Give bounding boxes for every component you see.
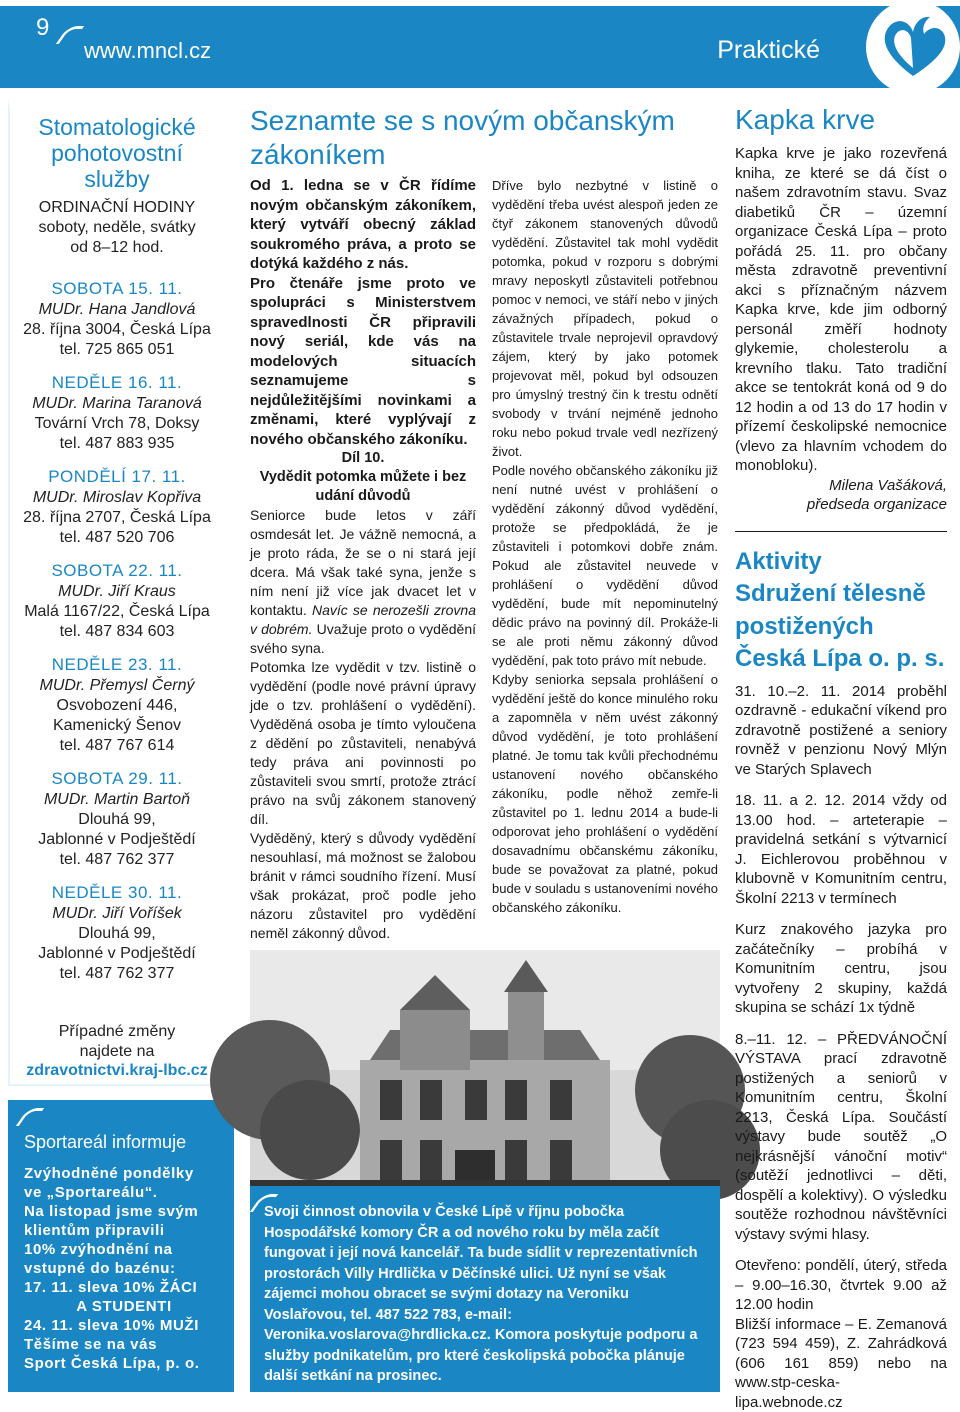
sportareal-body: Zvýhodněné pondělky ve „Sportareálu“. Na listopad jsme svým klientům připravili 10% zvýhodnění na vstupné do bazénu: 17. 11. sleva 10% ŽÁCI A STUDENTI 24. 11. sleva 10% MUŽI Těšíme se na vás Sport Česká Lípa, p. o. <box>24 1164 224 1373</box>
dental-entry: NEDĚLE 30. 11. MUDr. Jiří Voříšek Dlouhá 99, Jablonné v Podještědí tel. 487 762 377 <box>14 882 220 984</box>
aktivity-paragraph: Bližší informace – E. Zemanová (723 594 459), Z. Zahrádková (606 161 859) nebo na www.stp-ceska-lipa.webnode.cz <box>735 1315 947 1412</box>
section-title: Praktické <box>717 36 820 65</box>
divider <box>735 531 947 532</box>
article-title: Seznamte se s novým občanským zákoníkem <box>250 104 720 172</box>
aktivity-paragraph: 8.–11. 12. – PŘEDVÁNOČNÍ VÝSTAVA prací zdravotně postižených a seniorů v Komunitním centru, Školní 2213, Česká Lípa. Součástí výstavy bude soutěž „O nejkrásnější vánoční motiv“ (soutěží jednotlivci – děti, dospělí a kolektivy). O výsledku soutěže rozhodnou návštěvníci výstavy svými hlasy. <box>735 1030 947 1245</box>
dental-entry: PONDĚLÍ 17. 11. MUDr. Miroslav Kopřiva 28. října 2707, Česká Lípa tel. 487 520 706 <box>14 466 220 548</box>
kapka-body: Kapka krve je jako rozevřená kniha, ze které se dá číst o našem zdravotním stavu. Svaz diabetiků ČR – územní organizace Česká Lípa – proto pořádá 25. 11. pro občany města zdravotně preventivní akci s příznačným názvem Kapka krve, kde jim odborný personál změří hodnoty glykemie, cholesterolu a krevního tlaku. Tato tradiční akce se tentokrát koná od 9 do 12 hodin a od 13 do 17 hodin v přízemí českolipské nemocnice (vlevo za hlavním vchodem do monobloku). <box>735 144 947 476</box>
dental-title: Stomatologické pohotovostní služby <box>14 114 220 192</box>
aktivity-paragraph: Kurz znakového jazyka pro začátečníky – probíhá v Komunitním centru, jsou vytvořeny 2 skupiny, každá skupina se schází 1x týdně <box>735 920 947 1018</box>
changes-note: najdete na <box>14 1042 220 1062</box>
signature-name: Milena Vašáková, <box>735 476 947 496</box>
hours-title: ORDINAČNÍ HODINY <box>14 198 220 218</box>
article-paragraph: Potomka lze vydědit v tzv. listině o vydědění (podle nové právní úpravy jde o tzv. prohlášení o vydědění). Vyděděná osoba je tímto vyloučena z dědění po zůstaviteli, nenabývá tedy práva ani povinnosti po zůstaviteli svou smrtí, protože ztrácí právo na svůj zákonem stanovený díl. <box>250 658 476 829</box>
hours-line: od 8–12 hod. <box>14 238 220 258</box>
article-paragraph: Podle nového občanského zákoníku již není nutné uvést v prohlášení o vydědění zákonný důvod vydědění, protože se předpokládá, že je zůstaviteli i potomkovi dobře znám. Pokud ale zůstavitel neuvede v prohlášení o vydědění důvod vydědění, bude mít nepominutelný dědic právo na povinný díl. Prokáže-li se ale proti němu zákonný důvod vydědění, pak toto právo mít nebude. <box>492 461 718 670</box>
changes-note: Případné změny <box>14 1022 220 1042</box>
aktivity-paragraph: 18. 11. a 2. 12. 2014 vždy od 13.00 hod. – arteterapie – pravidelná setkání s výtvarnicí J. Eichlerovou proběhnou v klubovně v Komunitním centru, Školní 2213 v termínech <box>735 791 947 908</box>
dental-entry: SOBOTA 22. 11. MUDr. Jiří Kraus Malá 1167/22, Česká Lípa tel. 487 834 603 <box>14 560 220 642</box>
article-paragraph: Dříve bylo nezbytné v listině o vydědění třeba uvést alespoň jeden ze čtyř zákonem stanovených důvodů vydědění. Zůstavitel tak mohl vydědit potomka, pokud v rozporu s dobrými mravy neposkytl zůstaviteli potřebnou pomoc v nemoci, ve stáří nebo v jiných závažných případech, pokud o zůstavitele trvale neprojevil opravdový zájem, který by jako potomek projevovat měl, pokud byl odsouzen pro úmyslný trestný čin k trestu odnětí svobody v trvání nejméně jednoho roku nebo pokud trvale vedl nezřízený život. <box>492 176 718 461</box>
sportareal-title: Sportareál informuje <box>24 1132 186 1153</box>
article-lead-2: Pro čtenáře jsme proto ve spolupráci s Ministerstvem spravedlnosti ČR připravili nový seriál, kde vás na modelových situacích seznamujeme s nejdůležitějšími novinkami a změnami, které vyplývají z nového občanského zákoníku. <box>250 274 476 450</box>
article-column-a <box>250 176 476 943</box>
heart-logo-icon <box>866 0 960 94</box>
photo-caption: Svoji činnost obnovila v České Lípě v říjnu pobočka Hospodářské komory ČR a od nového roku by měla začít fungovat i její nová kancelář. Ta bude sídlit v reprezentativních prostorách Villy Hrdlička v Děčínské ulici. Už nyní se však zájemci mohou obracet se svými dotazy na Veroniku Voslařovou, tel. 487 522 783, e-mail: Veronika.voslarova@hrdlicka.cz. Komora poskytuje podporu a služby podnikatelům, pro které českolipská pobočka plánuje další setkání na prosinec. <box>264 1202 710 1387</box>
aktivity-paragraph: Otevřeno: pondělí, úterý, středa – 9.00–16.30, čtvrtek 9.00 až 12.00 hodin <box>735 1256 947 1315</box>
article-paragraph: Kdyby seniorka sepsala prohlášení o vydědění ještě do konce minulého roku a zapomněla v něm uvést zákonný důvod vydědění, je toto prohlášení platné. Je tomu tak kvůli přechodnému ustanovení nového občanského zákoníku, podle něhož zemře-li zůstavitel po 1. lednu 2014 a bude-li odporovat jeho prohlášení o vydědění dosavadnímu občanskému zákoníku, bude se považovat za platné, pokud bude v souladu s ustanoveními nového občanského zákoníku. <box>492 670 718 917</box>
article-column-b <box>492 176 718 917</box>
kapka-section <box>735 104 947 1412</box>
article-paragraph: Seniorce bude letos v září osmdesát let. Je vážně nemocná, a je proto ráda, že se o ni stará její dcera. Má však také syna, jenže s ním není již více jak dvacet let v kontaktu. Navíc se nerozešli zrovna v dobrém. Uvažuje proto o vydědění svého syna. <box>250 506 476 658</box>
dental-entry: NEDĚLE 23. 11. MUDr. Přemysl Černý Osvobození 446, Kamenický Šenov tel. 487 767 614 <box>14 654 220 756</box>
photo-caption-box <box>250 1186 720 1392</box>
page-number: 9 <box>30 10 74 72</box>
health-link[interactable]: zdravotnictvi.kraj-lbc.cz <box>14 1062 220 1080</box>
dental-services <box>14 114 220 1080</box>
article-part: Díl 10. <box>250 449 476 468</box>
article-lead: Od 1. ledna se v ČR řídíme novým občanským zákoníkem, který vytváří obecný základ soukromého práva, a proto se dotýká každého z nás. <box>250 176 476 274</box>
dental-entry: SOBOTA 15. 11. MUDr. Hana Jandlová 28. října 3004, Česká Lípa tel. 725 865 051 <box>14 278 220 360</box>
signature-role: předseda organizace <box>735 495 947 515</box>
site-url[interactable]: www.mncl.cz <box>84 38 211 64</box>
article-subtitle: Vydědit potomka můžete i bez udání důvodů <box>250 468 476 506</box>
hours-line: soboty, neděle, svátky <box>14 218 220 238</box>
kapka-title: Kapka krve <box>735 104 947 136</box>
article-paragraph: Vyděděný, který s důvody vydědění nesouhlasí, má možnost se žalobou bránit v rámci soudního řízení. Musí však prokázat, proč podle jeho názoru zůstavitel pro vydědění neměl zákonný důvod. <box>250 829 476 943</box>
sportareal-box <box>8 1100 234 1392</box>
aktivity-paragraph: 31. 10.–2. 11. 2014 proběhl ozdravně - edukační víkend pro zdravotně postižené a seniory rovněž v penzionu Nový Mlýn ve Starých Splavech <box>735 682 947 780</box>
dental-entry: NEDĚLE 16. 11. MUDr. Marina Taranová Tovární Vrch 78, Doksy tel. 487 883 935 <box>14 372 220 454</box>
page-header <box>0 0 960 92</box>
dental-entry: SOBOTA 29. 11. MUDr. Martin Bartoň Dlouhá 99, Jablonné v Podještědí tel. 487 762 377 <box>14 768 220 870</box>
quote-mark-icon <box>16 1108 45 1126</box>
aktivity-title: Aktivity Sdružení tělesně postižených Česká Lípa o. p. s. <box>735 546 947 676</box>
